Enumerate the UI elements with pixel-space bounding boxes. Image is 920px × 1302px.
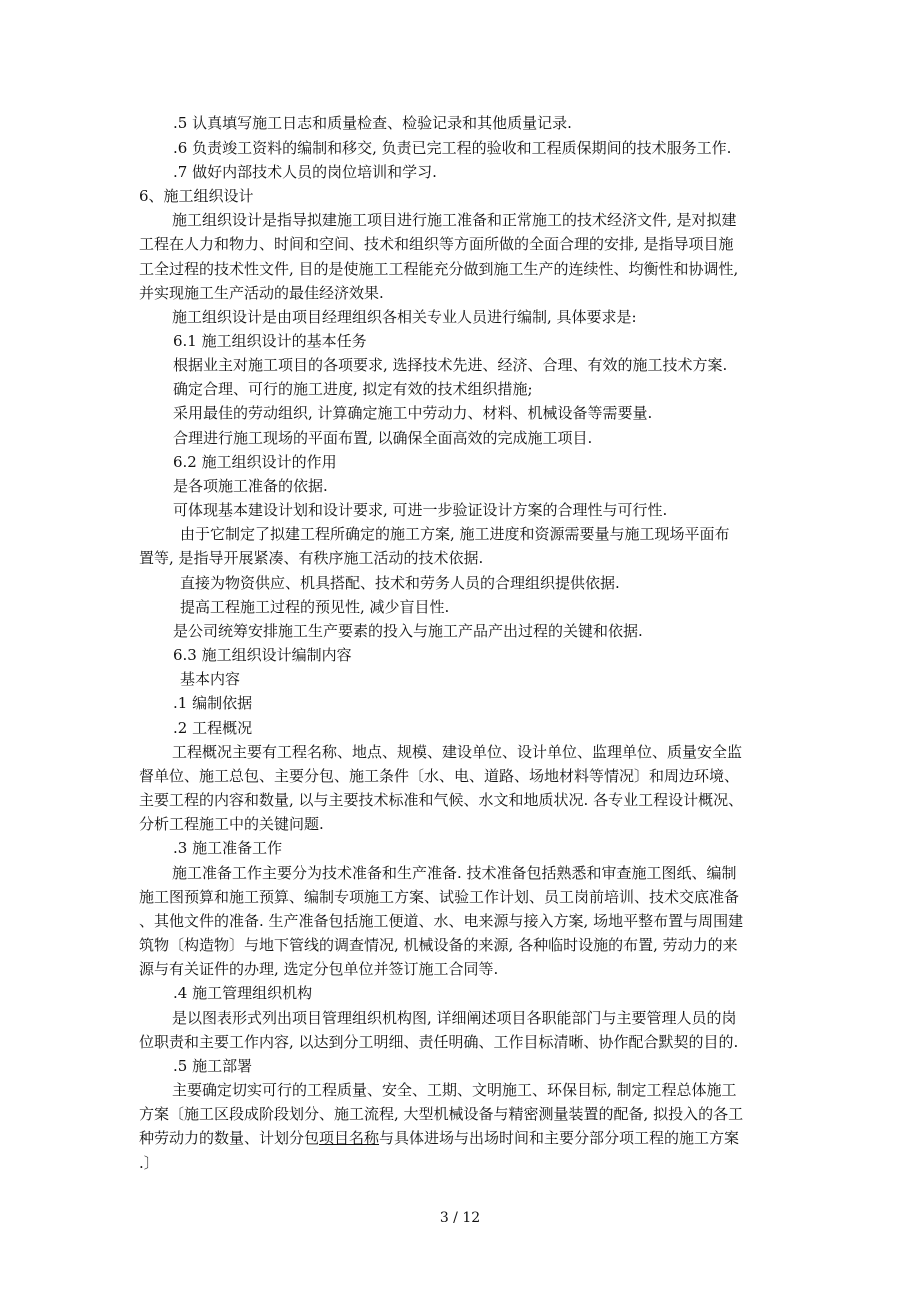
text-line: .〕 [139,1154,159,1172]
item-heading: .3 施工准备工作 [173,839,283,857]
text-line: 位职责和主要工作内容, 以达到分工明细、责任明确、工作目标清晰、协作配合默契的目的. [139,1033,739,1051]
text-line: .5 认真填写施工日志和质量检查、检验记录和其他质量记录. [173,114,572,132]
text-line: 方案〔施工区段成阶段划分、施工流程, 大型机械设备与精密测量装置的配备, 拟投入的各工 [139,1105,744,1123]
text-line [139,1127,739,1149]
subsection-heading: 6.3 施工组织设计编制内容 [173,646,352,664]
text-line: 根据业主对施工项目的各项要求, 选择技术先进、经济、合理、有效的施工技术方案. [173,356,728,374]
item-heading: .2 工程概况 [173,719,253,737]
text-line: 可体现基本建设计划和设计要求, 可进一步验证设计方案的合理性与可行性. [173,501,668,519]
text-line: 直接为物资供应、机具搭配、技术和劳务人员的合理组织提供依据. [180,574,620,592]
text-line: 工全过程的技术性文件, 目的是使施工工程能充分做到施工生产的连续性、均衡性和协调性, [139,260,739,278]
text-line: 筑物〔构造物〕与地下管线的调查情况, 机械设备的来源, 各种临时设施的布置, 劳动力的来 [139,936,738,954]
text-line: 确定合理、可行的施工进度, 拟定有效的技术组织措施; [173,380,533,398]
subsection-heading: 6.2 施工组织设计的作用 [173,453,337,471]
text-segment: 种劳动力的数量、计划分包 [139,1129,320,1147]
text-line: 施工图预算和施工预算、编制专项施工方案、试验工作计划、员工岗前培训、技术交底准备 [139,888,740,906]
text-line: .7 做好内部技术人员的岗位培训和学习. [173,163,437,181]
text-line: 是各项施工准备的依据. [173,477,328,495]
text-line: 主要确定切实可行的工程质量、安全、工期、文明施工、环保目标, 制定工程总体施工 [172,1081,737,1099]
text-line: 施工组织设计是由项目经理组织各相关专业人员进行编制, 具体要求是: [172,308,637,326]
text-line: 督单位、施工总包、主要分包、施工条件〔水、电、道路、场地材料等情况〕和周边环境、 [139,767,740,785]
text-line: 工程在人力和物力、时间和空间、技术和组织等方面所做的全面合理的安排, 是指导项目施 [139,235,734,253]
page-number: 3 / 12 [439,1210,481,1226]
text-line: 基本内容 [180,670,241,688]
project-name-link[interactable]: 项目名称 [319,1129,380,1147]
text-line: 、其他文件的准备. 生产准备包括施工便道、水、电来源与接入方案, 场地平整布置与周围建 [139,912,744,930]
section-heading: 6、施工组织设计 [139,187,254,205]
text-line: 源与有关证件的办理, 选定分包单位并签订施工合同等. [139,960,499,978]
text-line: 由于它制定了拟建工程所确定的施工方案, 施工进度和资源需要量与施工现场平面布 [180,525,730,543]
text-line: 采用最佳的劳动组织, 计算确定施工中劳动力、材料、机械设备等需要量. [173,404,653,422]
text-line: 施工准备工作主要分为技术准备和生产准备. 技术准备包括熟悉和审查施工图纸、编制 [172,864,737,882]
text-line: 是以图表形式列出项目管理组织机构图, 详细阐述项目各职能部门与主要管理人员的岗 [172,1009,737,1027]
item-heading: .5 施工部署 [173,1057,253,1075]
text-segment: 与具体进场与出场时间和主要分部分项工程的施工方案 [379,1129,740,1147]
subsection-heading: 6.1 施工组织设计的基本任务 [173,332,367,350]
text-line: 是公司统筹安排施工生产要素的投入与施工产品产出过程的关键和依据. [173,622,643,640]
text-line: 合理进行施工现场的平面布置, 以确保全面高效的完成施工项目. [173,429,593,447]
text-line: 并实现施工生产活动的最佳经济效果. [139,284,384,302]
text-line: 分析工程施工中的关键问题. [139,815,324,833]
item-heading: .1 编制依据 [173,694,253,712]
text-line: 施工组织设计是指导拟建施工项目进行施工准备和正常施工的技术经济文件, 是对拟建 [172,211,737,229]
text-line: .6 负责竣工资料的编制和移交, 负责已完工程的验收和工程质保期间的技术服务工作. [173,139,732,157]
text-line: 置等, 是指导开展紧凑、有秩序施工活动的技术依据. [139,549,484,567]
text-line: 工程概况主要有工程名称、地点、规模、建设单位、设计单位、监理单位、质量安全监 [172,743,743,761]
item-heading: .4 施工管理组织机构 [173,984,313,1002]
text-line: 主要工程的内容和数量, 以与主要技术标准和气候、水文和地质状况. 各专业工程设计概况、 [139,791,744,809]
text-line: 提高工程施工过程的预见性, 减少盲目性. [180,598,450,616]
